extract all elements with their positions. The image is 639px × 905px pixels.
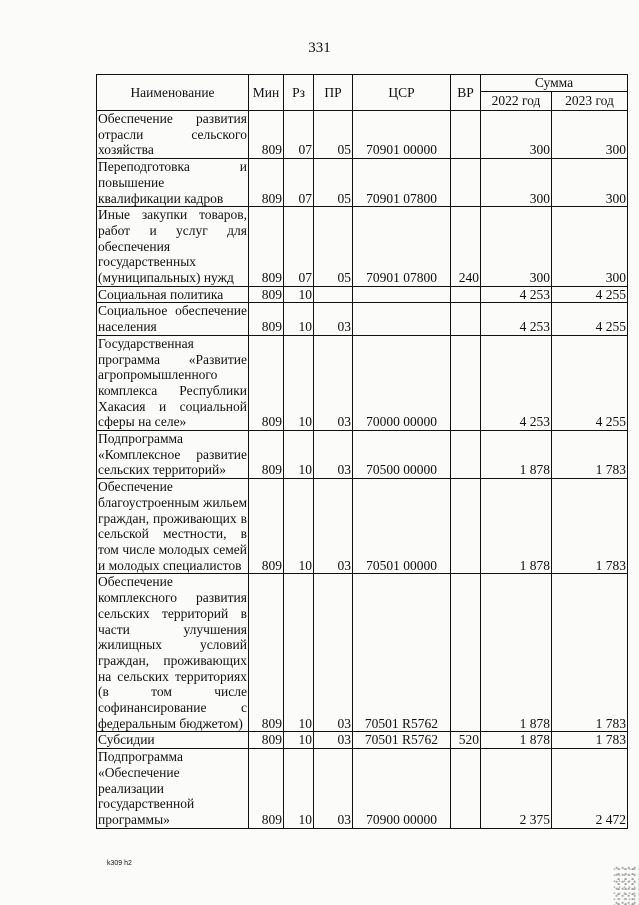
row-csr: 70501 R5762 [353,732,451,749]
table-row [97,732,628,749]
page-number: 331 [308,40,331,56]
row-csr: 70901 07800 [353,207,451,287]
row-min: 809 [249,303,284,335]
table-row [97,303,628,335]
row-pr: 03 [314,732,353,749]
header-pr: ПР [314,75,353,111]
row-sum-2023: 1 783 [552,431,628,479]
row-vr [451,303,481,335]
row-csr: 70901 00000 [353,111,451,159]
row-rz: 10 [284,303,314,335]
row-sum-2022: 300 [481,159,552,207]
row-name: Обеспечение благоустроенным жильем граждан, проживающих в сельской местности, в том числе молодых семей и молодых специалистов [98,479,247,573]
row-sum-2022: 1 878 [481,431,552,479]
row-vr [451,286,481,303]
row-rz: 07 [284,207,314,287]
row-sum-2022: 4 253 [481,286,552,303]
row-name: Обеспечение развития отрасли сельского хозяйства [98,111,247,158]
row-sum-2023: 300 [552,111,628,159]
row-rz: 10 [284,286,314,303]
table-row [97,159,628,207]
table-row [97,111,628,159]
row-pr [314,286,353,303]
row-min: 809 [249,431,284,479]
row-pr: 05 [314,111,353,159]
table-row [97,431,628,479]
header-min: Мин [249,75,284,111]
row-sum-2022: 300 [481,111,552,159]
row-pr: 03 [314,479,353,574]
row-vr [451,574,481,732]
row-sum-2023: 1 783 [552,574,628,732]
row-sum-2023: 4 255 [552,303,628,335]
row-sum-2023: 2 472 [552,749,628,829]
row-rz: 10 [284,749,314,829]
row-sum-2022: 2 375 [481,749,552,829]
row-vr [451,479,481,574]
header-sum: Сумма [481,75,628,92]
table-row [97,574,628,732]
row-csr: 70500 00000 [353,431,451,479]
row-name: Обеспечение комплексного развития сельских территорий в части улучшения жилищных условий граждан, проживающих на сельских территориях (в том числе софинансирование с федеральным бюджетом) [98,574,247,731]
row-name: Социальная политика [97,286,249,303]
row-min: 809 [249,159,284,207]
row-min: 809 [249,749,284,829]
table-row [97,335,628,430]
row-name: Субсидии [97,732,249,749]
footer-code: k309 h2 [107,860,132,867]
row-vr: 520 [451,732,481,749]
row-name: Подпрограмма «Комплексное развитие сельских территорий» [98,431,247,478]
table-row [97,286,628,303]
row-rz: 07 [284,159,314,207]
row-vr [451,749,481,829]
row-pr: 05 [314,159,353,207]
header-csr: ЦСР [353,75,451,111]
row-sum-2022: 1 878 [481,479,552,574]
row-vr [451,159,481,207]
row-min: 809 [249,335,284,430]
row-vr: 240 [451,207,481,287]
table-row [97,479,628,574]
row-min: 809 [249,207,284,287]
row-rz: 10 [284,479,314,574]
row-csr: 70901 07800 [353,159,451,207]
row-rz: 10 [284,431,314,479]
row-rz: 10 [284,574,314,732]
row-vr [451,431,481,479]
budget-table [96,74,628,829]
row-name: Иные закупки товаров, работ и услуг для обеспечения государственных (муниципальных) нужд [98,207,247,286]
row-name: Переподготовка и повышение квалификации кадров [98,159,247,206]
row-sum-2022: 4 253 [481,335,552,430]
row-min: 809 [249,574,284,732]
header-rz: Рз [284,75,314,111]
row-min: 809 [249,286,284,303]
row-csr: 70900 00000 [353,749,451,829]
row-sum-2022: 4 253 [481,303,552,335]
row-vr [451,111,481,159]
row-pr: 03 [314,431,353,479]
header-year-2022: 2022 год [481,92,552,111]
row-csr: 70000 00000 [353,335,451,430]
row-pr: 03 [314,335,353,430]
row-pr: 03 [314,303,353,335]
row-sum-2023: 300 [552,159,628,207]
header-year-2023: 2023 год [552,92,628,111]
row-sum-2023: 300 [552,207,628,287]
row-name: Социальное обеспечение населения [98,303,247,335]
row-vr [451,335,481,430]
header-vr: ВР [451,75,481,111]
row-min: 809 [249,111,284,159]
row-csr [353,286,451,303]
row-sum-2023: 1 783 [552,479,628,574]
row-csr [353,303,451,335]
row-sum-2023: 1 783 [552,732,628,749]
table-row [97,207,628,287]
row-sum-2023: 4 255 [552,335,628,430]
scan-speckle [613,865,639,905]
row-pr: 03 [314,749,353,829]
row-sum-2022: 1 878 [481,732,552,749]
row-pr: 03 [314,574,353,732]
row-sum-2022: 1 878 [481,574,552,732]
row-pr: 05 [314,207,353,287]
row-sum-2023: 4 255 [552,286,628,303]
row-name: Подпрограмма «Обеспечение реализации государственной программы» [97,749,249,829]
row-sum-2022: 300 [481,207,552,287]
row-rz: 07 [284,111,314,159]
table-row [97,749,628,829]
row-rz: 10 [284,335,314,430]
row-rz: 10 [284,732,314,749]
row-min: 809 [249,732,284,749]
row-name: Государственная программа «Развитие агропромышленного комплекса Республики Хакасия и социальной сферы на селе» [98,335,247,430]
header-name: Наименование [97,75,249,111]
row-csr: 70501 R5762 [353,574,451,732]
row-csr: 70501 00000 [353,479,451,574]
row-min: 809 [249,479,284,574]
